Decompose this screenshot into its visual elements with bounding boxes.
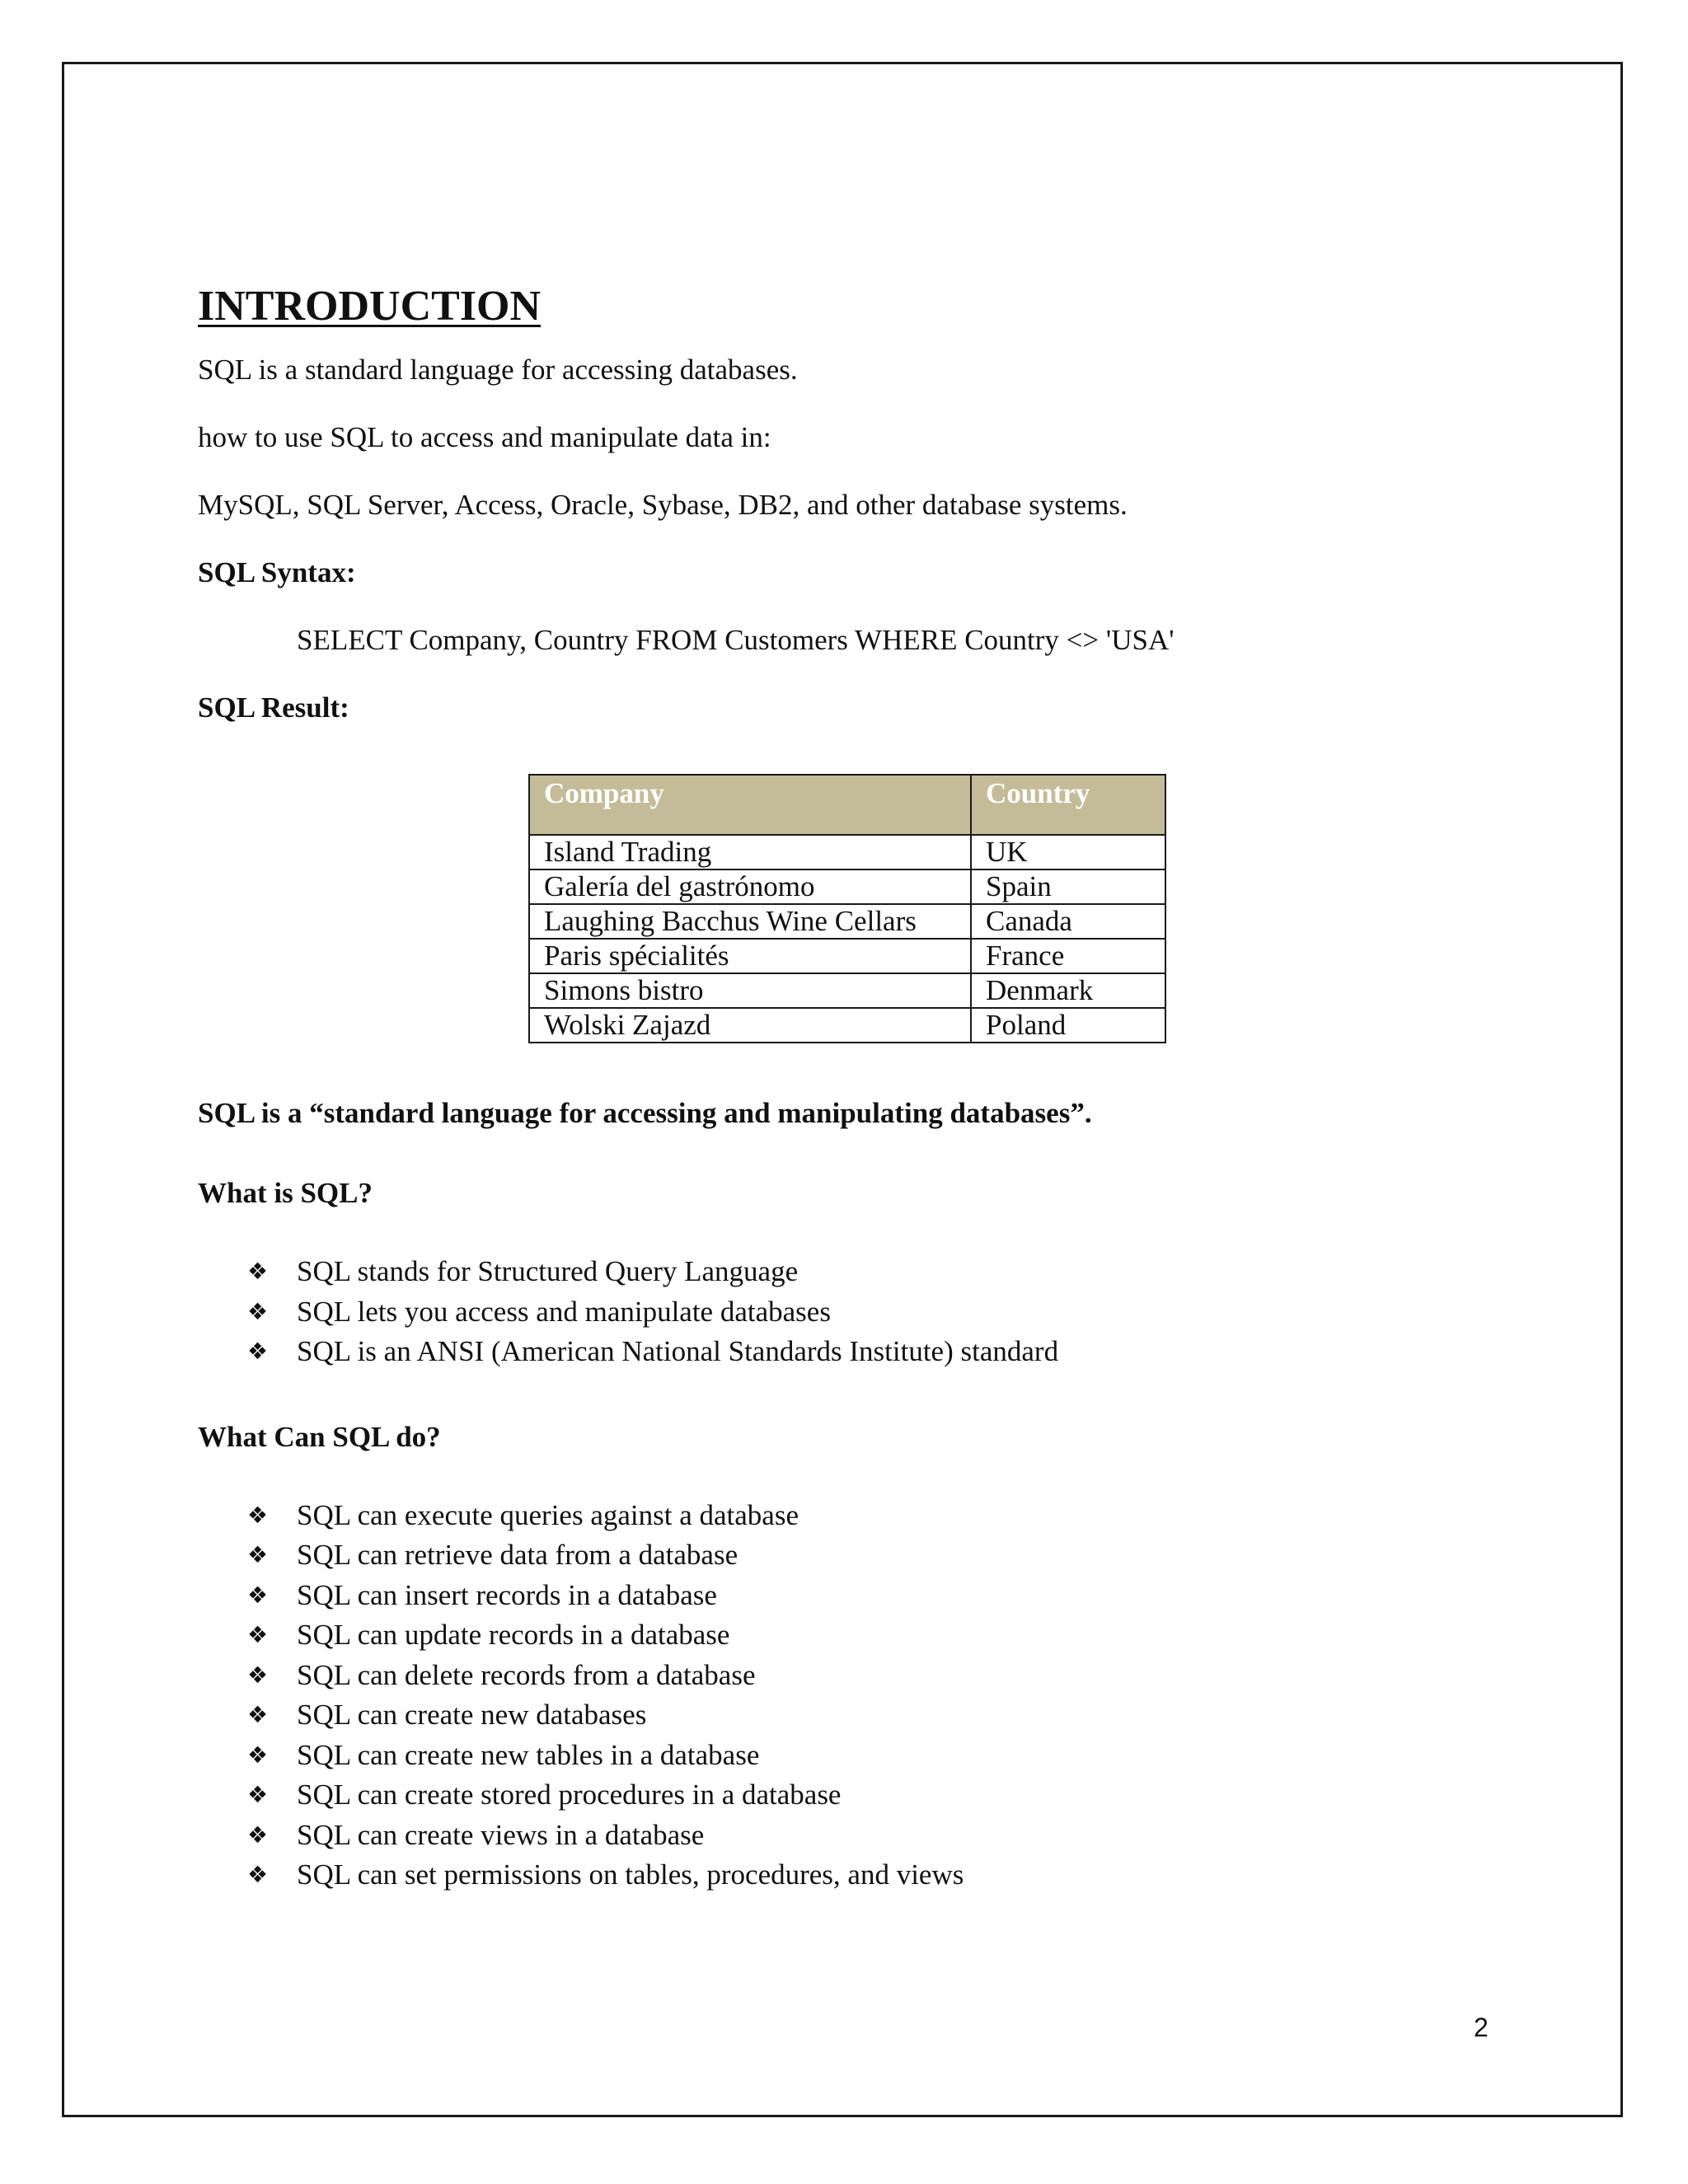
cell-company: Laughing Bacchus Wine Cellars (529, 904, 971, 939)
table-row (529, 939, 1165, 973)
result-table-container (528, 774, 1166, 1043)
list-item: ❖ SQL can delete records from a database (198, 1656, 1550, 1696)
page-number: 2 (1474, 2013, 1489, 2042)
cell-country: UK (971, 835, 1165, 869)
table-row (529, 869, 1165, 904)
list-item: ❖ SQL can update records in a database (198, 1615, 1550, 1656)
intro-line-3: MySQL, SQL Server, Access, Oracle, Sybase, DB2, and other database systems. (198, 489, 1128, 521)
what-can-sql-do-title: What Can SQL do? (198, 1420, 441, 1453)
cell-company: Paris spécialités (529, 939, 971, 973)
list-item: ❖ SQL can create stored procedures in a database (198, 1775, 1550, 1816)
diamond-bullet-icon: ❖ (247, 1861, 269, 1888)
diamond-bullet-icon: ❖ (247, 1258, 269, 1285)
intro-line-1: SQL is a standard language for accessing databases. (198, 354, 798, 386)
intro-line-2: how to use SQL to access and manipulate data in: (198, 421, 771, 453)
cell-country: Denmark (971, 973, 1165, 1008)
cell-country: France (971, 939, 1165, 973)
cell-country: Spain (971, 869, 1165, 904)
cell-country: Poland (971, 1008, 1165, 1043)
column-header-country: Country (971, 775, 1165, 835)
syntax-code: SELECT Company, Country FROM Customers WHERE Country <> 'USA' (297, 624, 1175, 656)
list-item: ❖ SQL can create views in a database (198, 1816, 1550, 1856)
list-item: ❖ SQL stands for Structured Query Language (198, 1252, 1550, 1292)
what-can-sql-do-list (198, 1496, 1550, 1896)
sql-statement: SQL is a “standard language for accessing and manipulating databases”. (198, 1097, 1092, 1129)
table-header-row (529, 775, 1165, 835)
what-is-sql-list (198, 1252, 1550, 1372)
diamond-bullet-icon: ❖ (247, 1297, 269, 1325)
list-item: ❖ SQL can create new databases (198, 1695, 1550, 1736)
table-row (529, 904, 1165, 939)
diamond-bullet-icon: ❖ (247, 1701, 269, 1728)
column-header-company: Company (529, 775, 971, 835)
result-table (528, 774, 1166, 1043)
diamond-bullet-icon: ❖ (247, 1581, 269, 1609)
list-item: ❖ SQL is an ANSI (American National Standards Institute) standard (198, 1332, 1550, 1372)
table-row (529, 1008, 1165, 1043)
list-item: ❖ SQL lets you access and manipulate databases (198, 1292, 1550, 1333)
syntax-label: SQL Syntax: (198, 556, 356, 588)
diamond-bullet-icon: ❖ (247, 1821, 269, 1849)
diamond-bullet-icon: ❖ (247, 1741, 269, 1769)
cell-company: Simons bistro (529, 973, 971, 1008)
diamond-bullet-icon: ❖ (247, 1338, 269, 1365)
cell-company: Island Trading (529, 835, 971, 869)
diamond-bullet-icon: ❖ (247, 1621, 269, 1648)
table-row (529, 835, 1165, 869)
what-is-sql-title: What is SQL? (198, 1177, 373, 1209)
cell-company: Galería del gastrónomo (529, 869, 971, 904)
diamond-bullet-icon: ❖ (247, 1541, 269, 1568)
list-item: ❖ SQL can execute queries against a database (198, 1496, 1550, 1536)
result-label: SQL Result: (198, 691, 349, 724)
page-title: INTRODUCTION (198, 283, 542, 330)
diamond-bullet-icon: ❖ (247, 1661, 269, 1689)
cell-country: Canada (971, 904, 1165, 939)
diamond-bullet-icon: ❖ (247, 1781, 269, 1808)
list-item: ❖ SQL can create new tables in a database (198, 1736, 1550, 1776)
list-item: ❖ SQL can set permissions on tables, procedures, and views (198, 1855, 1550, 1896)
page-content (198, 280, 1550, 1891)
lower-section (198, 1096, 1550, 1943)
table-row (529, 973, 1165, 1008)
list-item: ❖ SQL can retrieve data from a database (198, 1535, 1550, 1576)
list-item: ❖ SQL can insert records in a database (198, 1576, 1550, 1616)
cell-company: Wolski Zajazd (529, 1008, 971, 1043)
diamond-bullet-icon: ❖ (247, 1501, 269, 1529)
